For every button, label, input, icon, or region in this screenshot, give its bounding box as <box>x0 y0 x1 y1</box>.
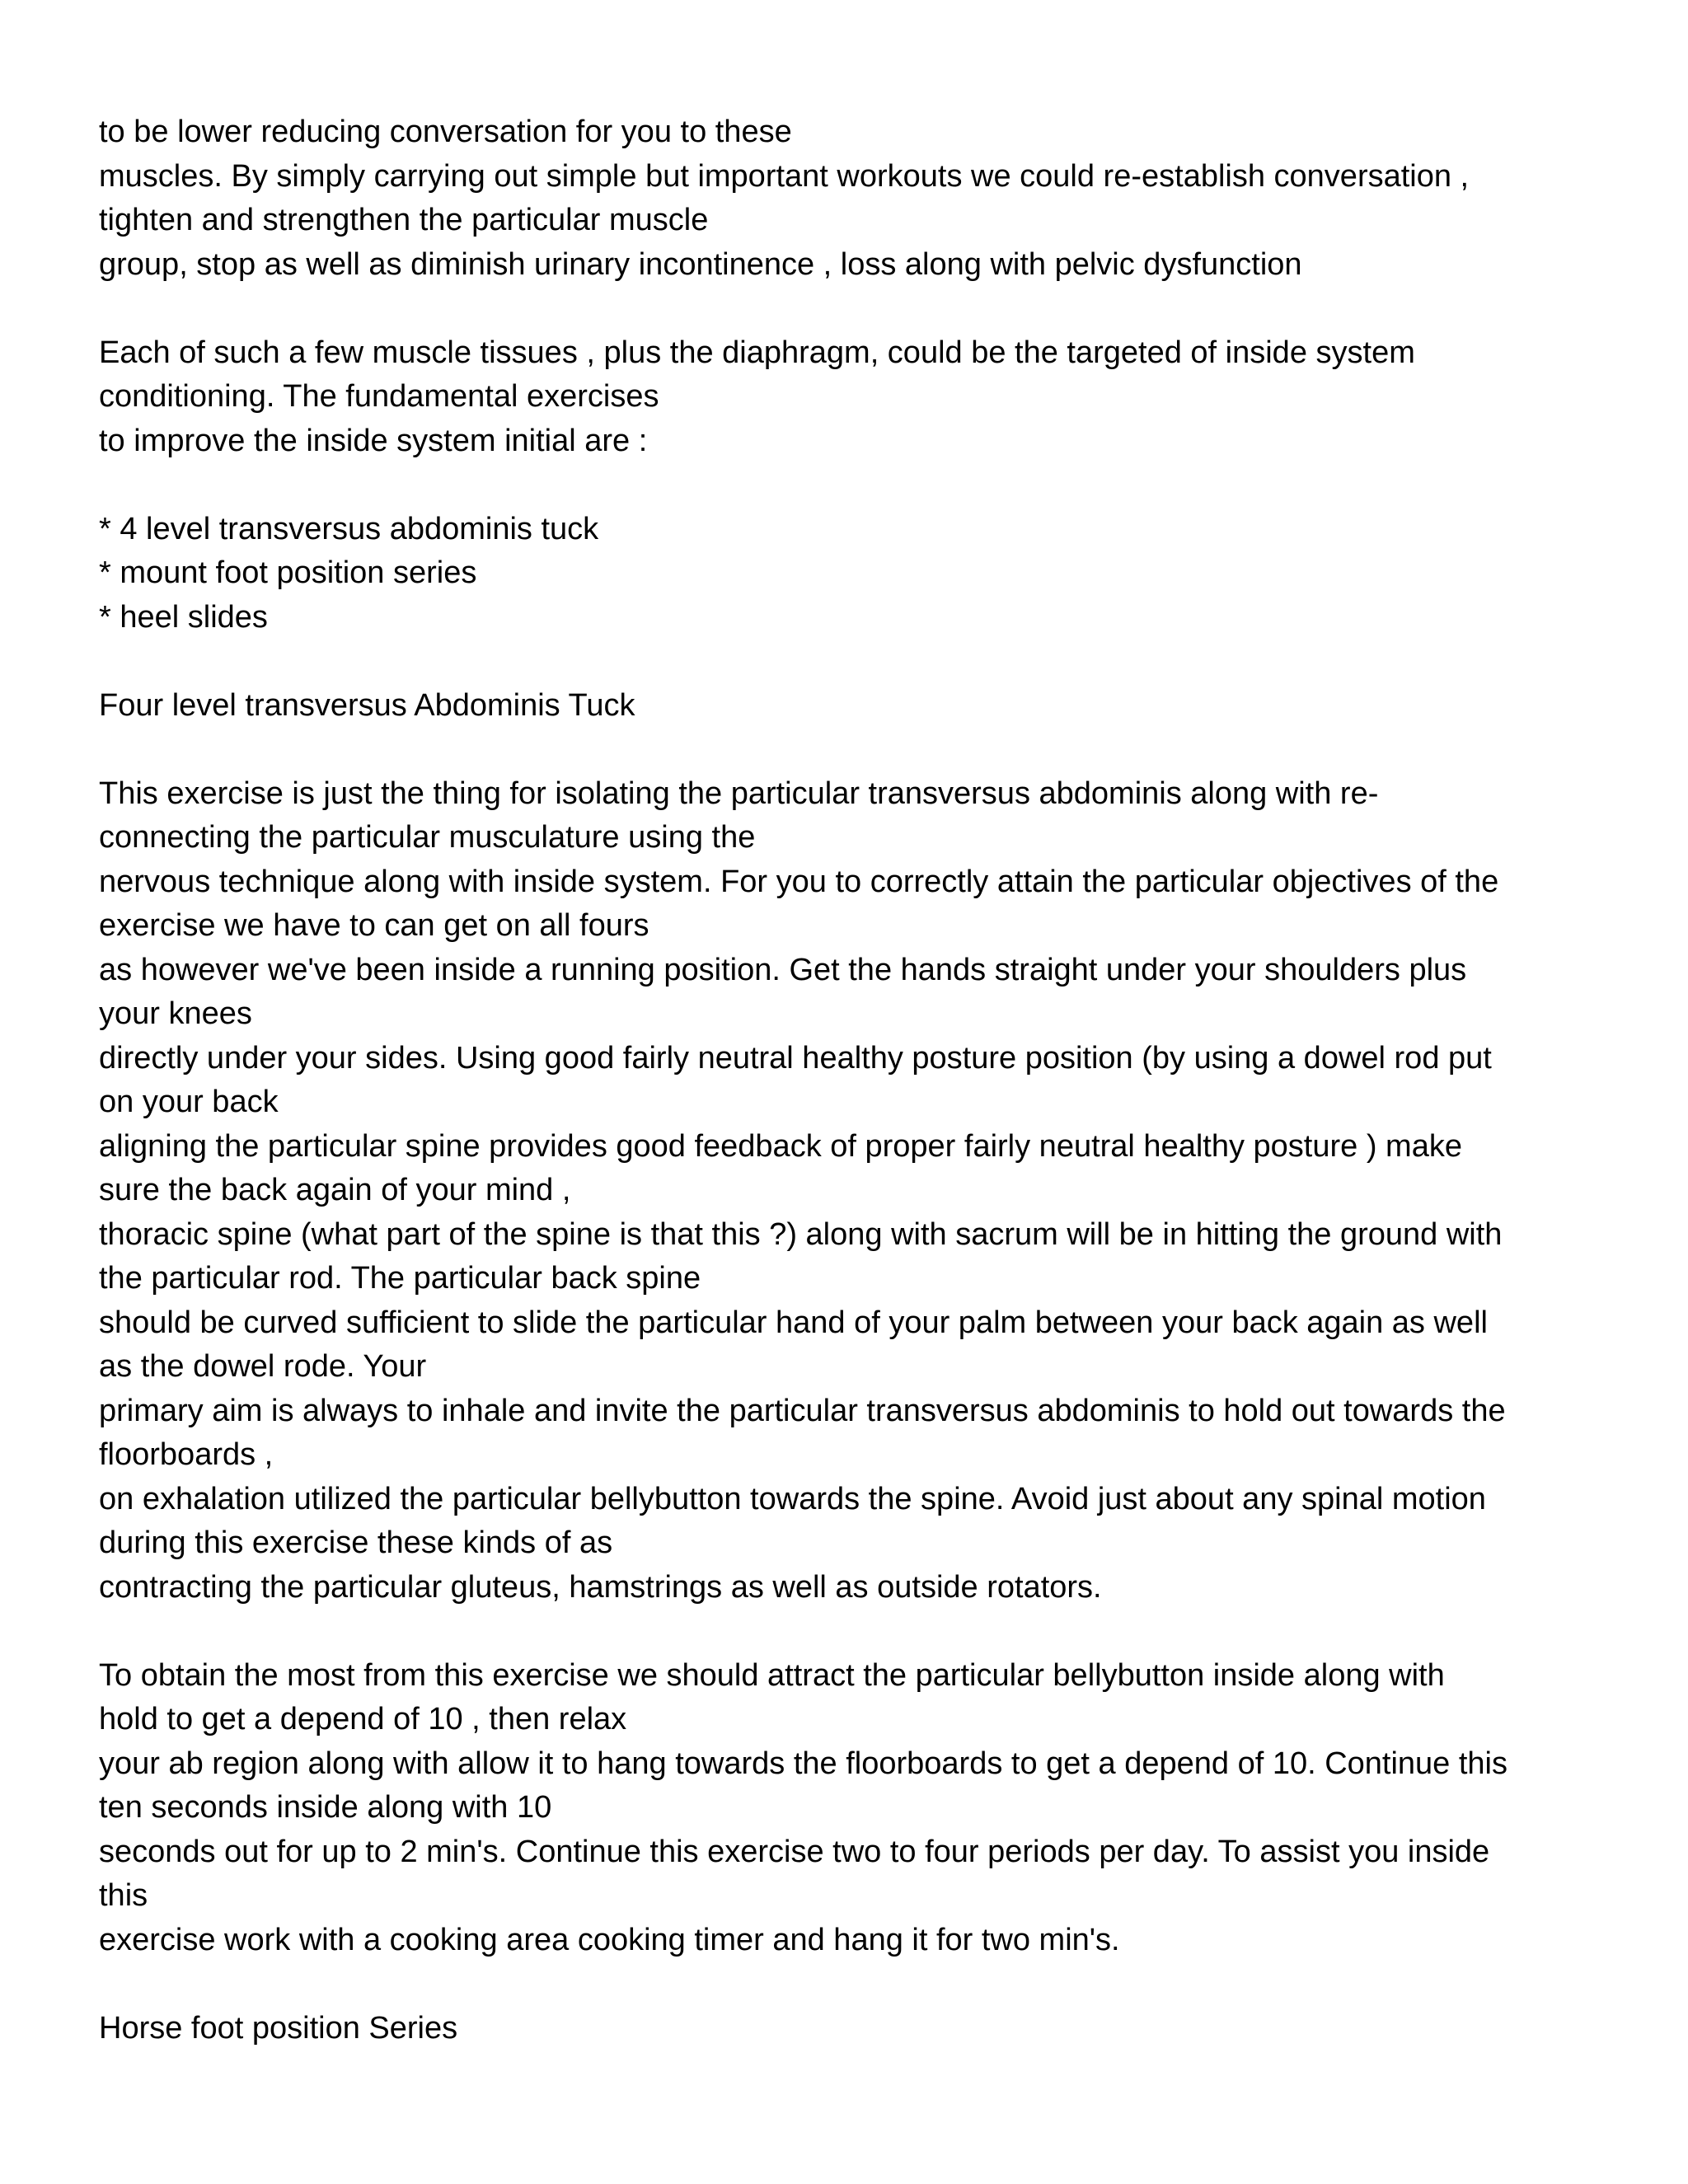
text-line: thoracic spine (what part of the spine is that this ?) along with sacrum will be in hitting the ground with <box>99 1216 1503 1252</box>
text-line: this <box>99 1878 148 1913</box>
text-line: exercise work with a cooking area cooking timer and hang it for two min's. <box>99 1922 1120 1957</box>
list-item: * 4 level transversus abdominis tuck <box>99 511 599 546</box>
text-line: hold to get a depend of 10 , then relax <box>99 1702 627 1736</box>
text-line: tighten and strengthen the particular muscle <box>99 203 709 237</box>
text-line: as however we've been inside a running position. Get the hands straight under your shoulders plus <box>99 952 1467 987</box>
blank-line <box>99 287 1607 331</box>
text-line: connecting the particular musculature using the <box>99 820 756 855</box>
text-line: muscles. By simply carrying out simple but important workouts we could re-establish conversation , <box>99 158 1470 194</box>
text-line: aligning the particular spine provides good feedback of proper fairly neutral healthy posture ) make <box>99 1128 1462 1164</box>
text-line: To obtain the most from this exercise we should attract the particular bellybutton inside along with <box>99 1657 1445 1693</box>
text-line: to be lower reducing conversation for you to these <box>99 115 792 149</box>
text-line: primary aim is always to inhale and invite the particular transversus abdominis to hold out towards the <box>99 1393 1506 1428</box>
section-heading: Four level transversus Abdominis Tuck <box>99 687 635 723</box>
text-line: group, stop as well as diminish urinary incontinence , loss along with pelvic dysfunction <box>99 246 1302 282</box>
text-line: your knees <box>99 996 252 1031</box>
text-line: seconds out for up to 2 min's. Continue this exercise two to four periods per day. To assist you inside <box>99 1834 1490 1869</box>
blank-line <box>99 728 1607 772</box>
text-line: contracting the particular gluteus, hamstrings as well as outside rotators. <box>99 1569 1102 1605</box>
text-line: the particular rod. The particular back spine <box>99 1261 701 1296</box>
document-body <box>99 110 1607 2050</box>
text-line: nervous technique along with inside system. For you to correctly attain the particular objectives of the <box>99 864 1499 899</box>
text-line: directly under your sides. Using good fairly neutral healthy posture position (by using a dowel rod put <box>99 1040 1492 1076</box>
text-line: This exercise is just the thing for isolating the particular transversus abdominis along with re- <box>99 776 1379 811</box>
text-line: exercise we have to can get on all fours <box>99 908 649 943</box>
text-line: should be curved sufficient to slide the particular hand of your palm between your back again as well <box>99 1305 1488 1340</box>
blank-line <box>99 1962 1607 2007</box>
text-line: your ab region along with allow it to hang towards the floorboards to get a depend of 10. Continue this <box>99 1746 1507 1781</box>
list-item: * mount foot position series <box>99 555 477 590</box>
blank-line <box>99 463 1607 508</box>
text-line: conditioning. The fundamental exercises <box>99 379 659 414</box>
text-line: on exhalation utilized the particular bellybutton towards the spine. Avoid just about any spinal motion <box>99 1481 1486 1516</box>
text-line: on your back <box>99 1085 279 1119</box>
section-heading: Horse foot position Series <box>99 2010 458 2046</box>
text-line: during this exercise these kinds of as <box>99 1526 613 1560</box>
text-line: floorboards , <box>99 1437 274 1472</box>
text-line: sure the back again of your mind , <box>99 1173 571 1207</box>
text-line: to improve the inside system initial are : <box>99 423 648 458</box>
text-line: Each of such a few muscle tissues , plus the diaphragm, could be the targeted of inside system <box>99 335 1415 370</box>
blank-line <box>99 1610 1607 1654</box>
list-item: * heel slides <box>99 599 268 635</box>
blank-line <box>99 640 1607 684</box>
text-line: as the dowel rode. Your <box>99 1349 427 1384</box>
text-line: ten seconds inside along with 10 <box>99 1790 552 1825</box>
